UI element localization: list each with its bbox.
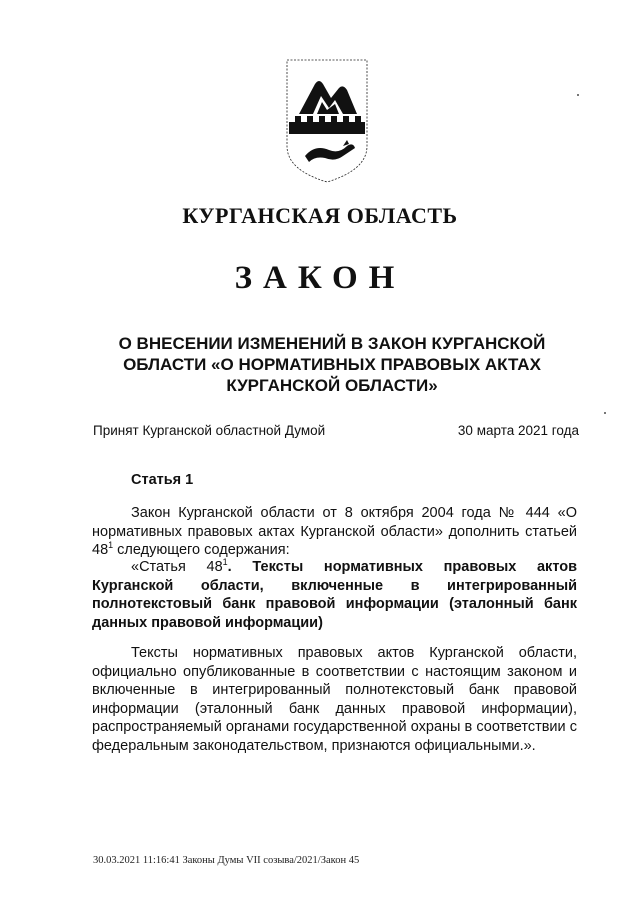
- article-heading: Статья 1: [131, 472, 194, 488]
- paragraph-text: Закон Курганской области от 8 октября 2004 года № 444 «О нормативных правовых актах Курганской области» дополнить статьей 48: [92, 505, 577, 558]
- superscript: 1: [222, 557, 228, 567]
- new-article-heading: [92, 558, 577, 632]
- paragraph-text: .: [227, 559, 232, 575]
- footer-stamp: 30.03.2021 11:16:41 Законы Думы VII созыва/2021/Закон 45: [93, 855, 360, 866]
- coat-of-arms-icon: [285, 58, 369, 184]
- document-type: ЗАКОН: [234, 260, 406, 296]
- article-paragraph: [92, 504, 577, 560]
- superscript: 1: [108, 540, 114, 550]
- scan-speck: [604, 412, 606, 414]
- article-title-text: Тексты нормативных правовых актов Курганской области, включенные в интегрированный полнотекстовый банк правовой информации (эталонный банк данных правовой информации): [92, 559, 577, 631]
- adopted-by: Принят Курганской областной Думой: [93, 423, 326, 438]
- law-title: [104, 333, 560, 396]
- paragraph-text: «Статья 48: [131, 559, 223, 575]
- region-title: КУРГАНСКАЯ ОБЛАСТЬ: [182, 203, 458, 228]
- adoption-date: 30 марта 2021 года: [457, 423, 579, 438]
- scan-speck: [577, 94, 579, 96]
- law-title-line: О ВНЕСЕНИИ ИЗМЕНЕНИЙ В ЗАКОН КУРГАНСКОЙ: [118, 334, 546, 353]
- article-paragraph: Тексты нормативных правовых актов Курганской области, официально опубликованные в соответствии с настоящим законом и включенные в интегрированный полнотекстовый банк правовой информации (эталонный банк данных правовой информации), распространяемый органами государственной охраны в соответствии с федеральным законодательством, признаются официальными.».: [92, 645, 577, 754]
- paragraph-text: следующего содержания:: [113, 542, 290, 558]
- law-title-line: КУРГАНСКОЙ ОБЛАСТИ»: [226, 376, 438, 395]
- law-title-line: ОБЛАСТИ «О НОРМАТИВНЫХ ПРАВОВЫХ АКТАХ: [123, 355, 541, 374]
